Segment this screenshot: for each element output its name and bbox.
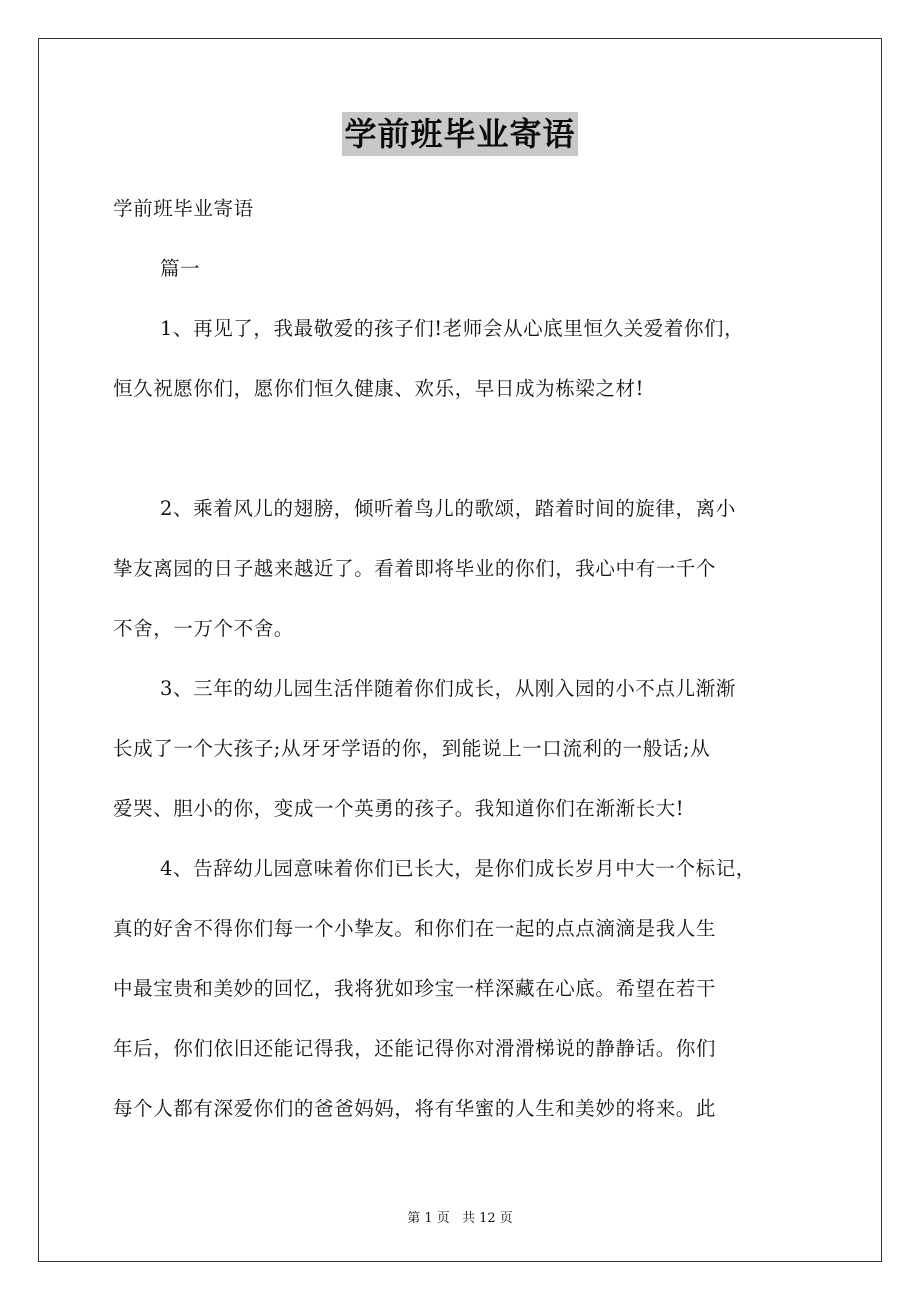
- document-title: 学前班毕业寄语: [342, 112, 577, 156]
- paragraph-line: 中最宝贵和美妙的回忆，我将犹如珍宝一样深藏在心底。希望在若干: [113, 977, 717, 1000]
- page-total: 共 12 页: [461, 1211, 513, 1226]
- paragraph-line: 恒久祝愿你们，愿你们恒久健康、欢乐，早日成为栋梁之材!: [113, 377, 645, 400]
- page-number: 第 1 页: [407, 1211, 450, 1226]
- page-footer: [0, 1207, 920, 1226]
- paragraph-2: [113, 494, 813, 644]
- paragraph-line: 4、告辞幼儿园意味着你们已长大，是你们成长岁月中大一个标记，: [160, 857, 756, 880]
- paragraph-line: 真的好舍不得你们每一个小挚友。和你们在一起的点点滴滴是我人生: [113, 917, 717, 940]
- paragraph-spacer: [113, 434, 813, 494]
- paragraph-1: [113, 314, 813, 404]
- paragraph-line: 3、三年的幼儿园生活伴随着你们成长，从刚入园的小不点儿渐渐: [160, 677, 736, 700]
- document-subtitle: 学前班毕业寄语: [113, 197, 254, 220]
- paragraph-line: 挚友离园的日子越来越近了。看着即将毕业的你们，我心中有一千个: [113, 557, 717, 580]
- paragraph-line: 2、乘着风儿的翅膀，倾听着鸟儿的歌颂，踏着时间的旋律，离小: [160, 497, 736, 520]
- paragraph-4: [113, 854, 813, 1124]
- paragraph-line: 爱哭、胆小的你，变成一个英勇的孩子。我知道你们在渐渐长大!: [113, 797, 685, 820]
- paragraph-line: 年后，你们依旧还能记得我，还能记得你对滑滑梯说的静静话。你们: [113, 1037, 717, 1060]
- document-body: [113, 194, 813, 1154]
- paragraph-line: 1、再见了，我最敬爱的孩子们!老师会从心底里恒久关爱着你们，: [160, 317, 745, 340]
- section-heading: 篇一: [160, 257, 201, 280]
- title-container: [0, 112, 920, 156]
- paragraph-line: 每个人都有深爱你们的爸爸妈妈，将有华蜜的人生和美妙的将来。此: [113, 1097, 717, 1120]
- paragraph-3: [113, 674, 813, 824]
- paragraph-line: 不舍，一万个不舍。: [113, 617, 294, 640]
- paragraph-line: 长成了一个大孩子;从牙牙学语的你，到能说上一口流利的一般话;从: [113, 737, 711, 760]
